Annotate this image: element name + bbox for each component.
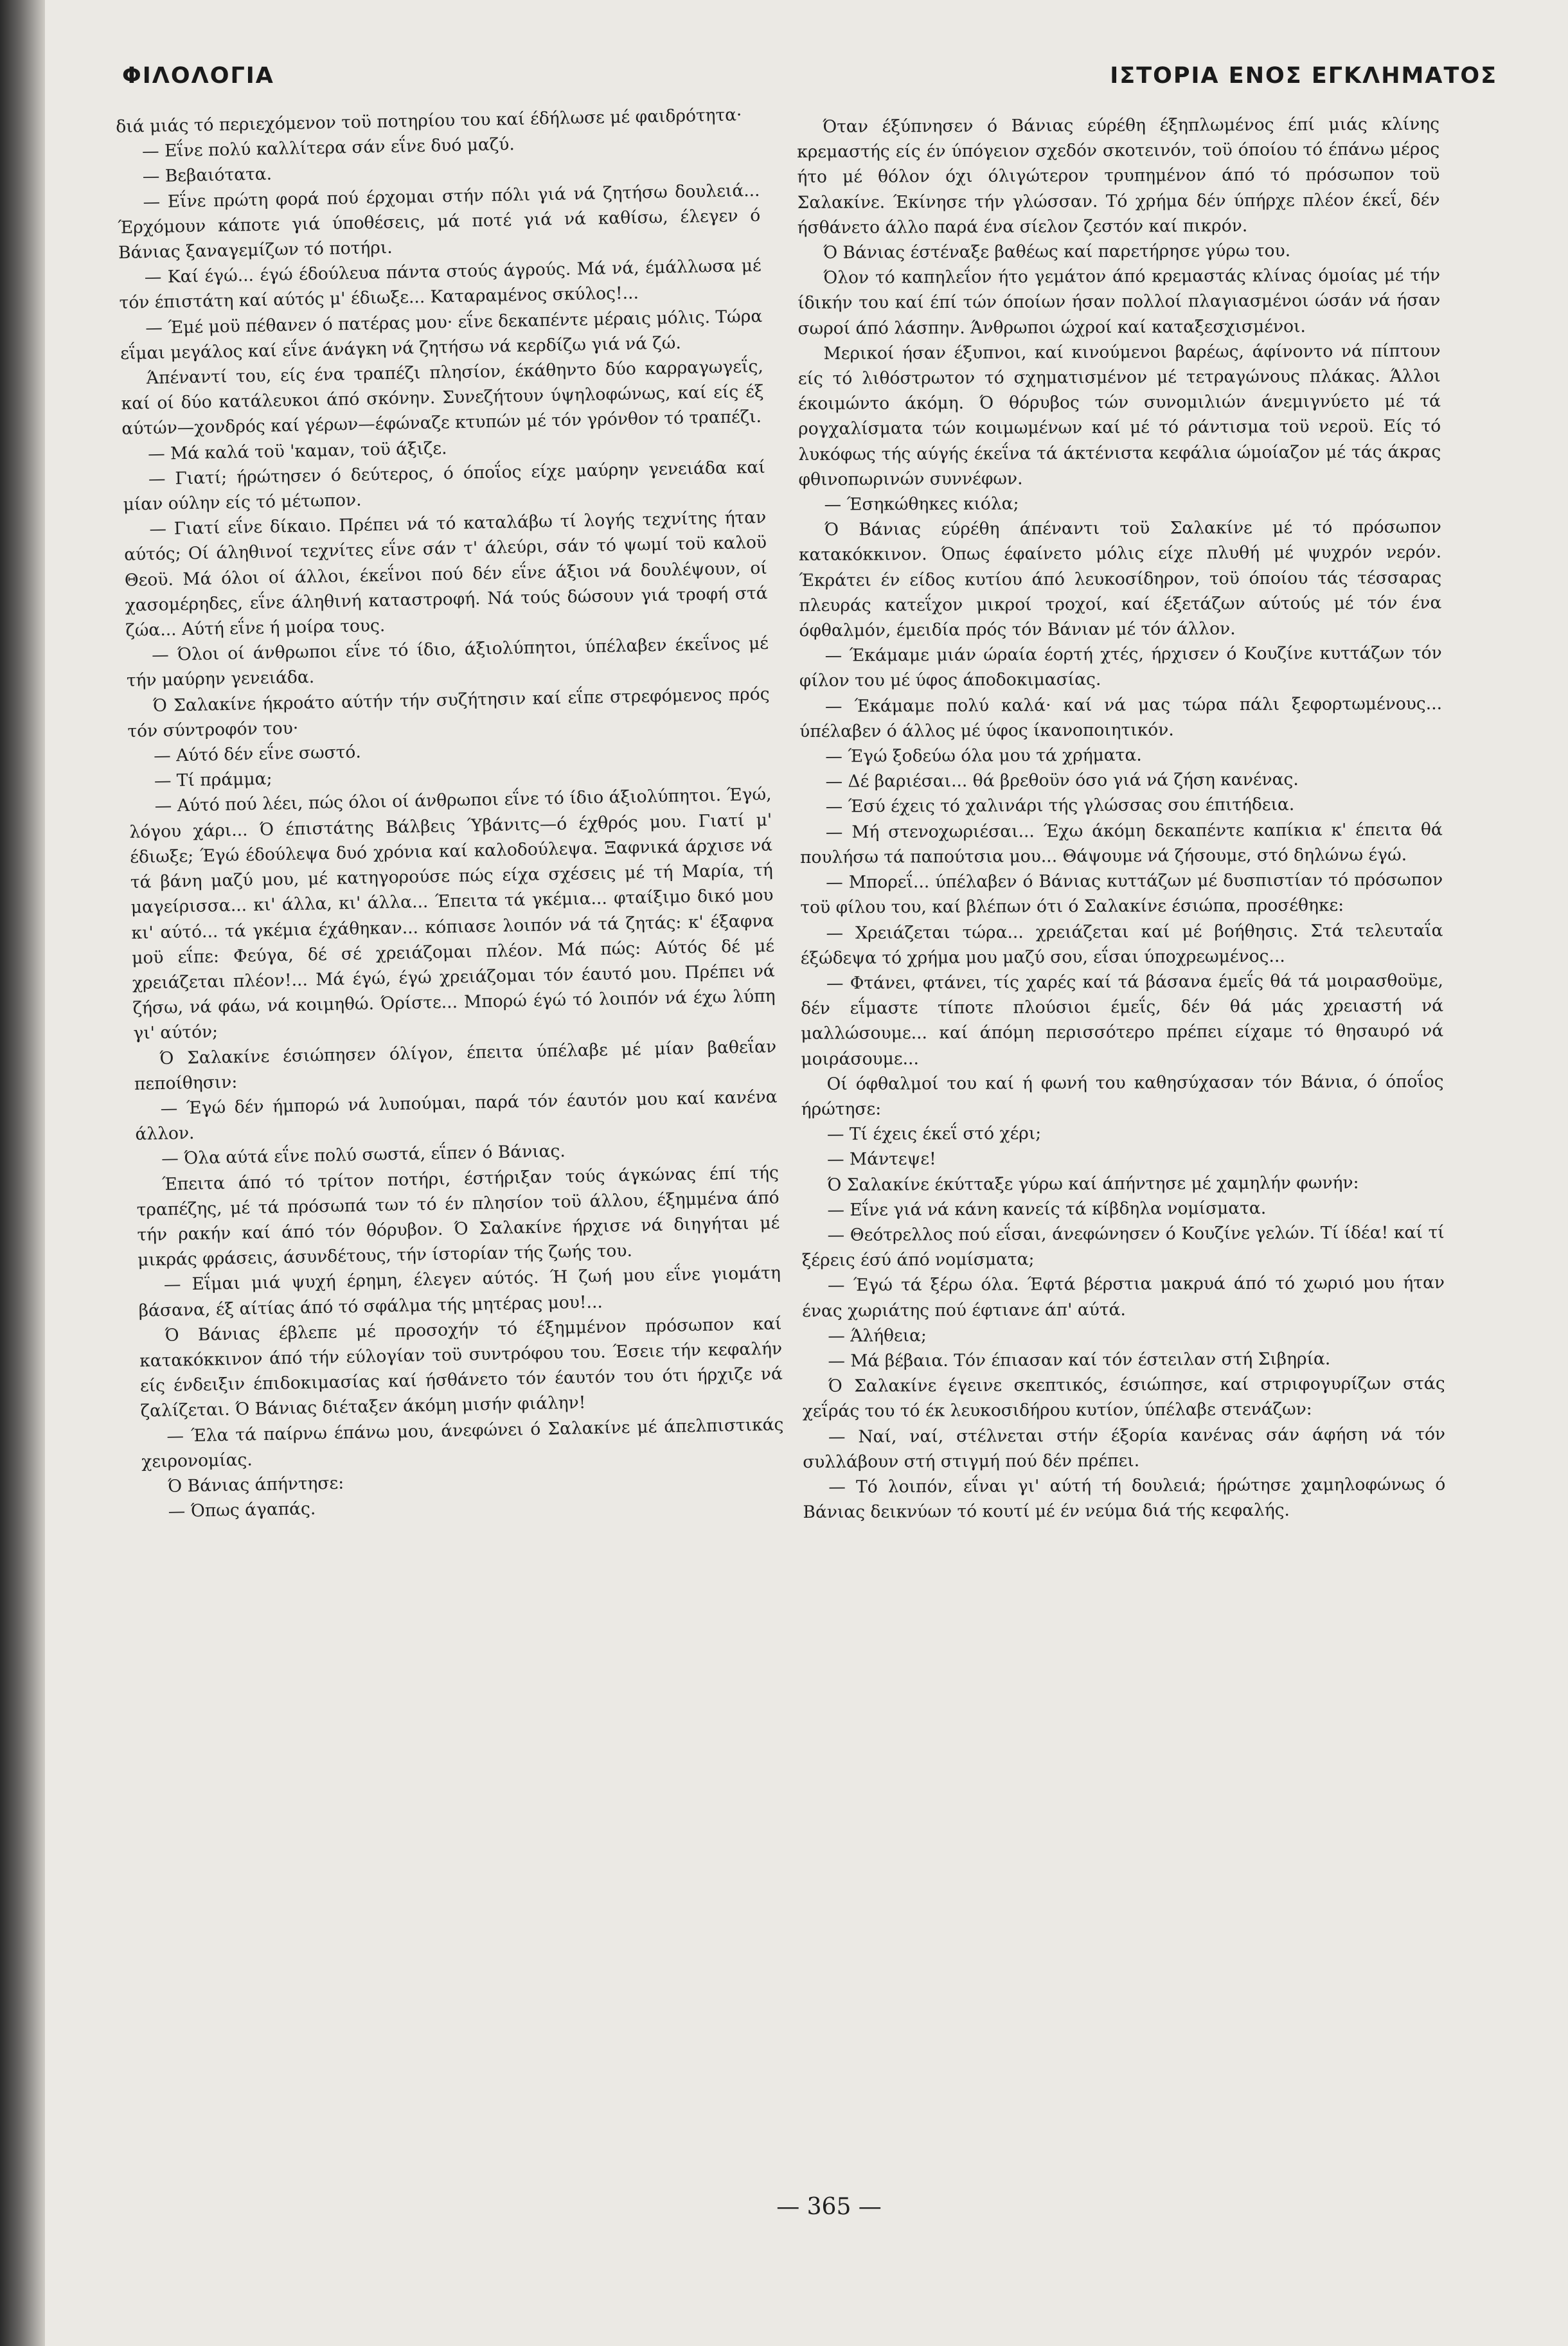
paragraph: — Εΐμαι μιά ψυχή έρημη, έλεγεν αύτός. Ή ζωή μου εΐνε γιομάτη βάσανα, έξ αίτίας άπό τό σφάλμα τής μητέρας μου!... xyxy=(138,1263,781,1321)
paragraph: Ό Βάνιας έστέναξε βαθέως καί παρετήρησε γύρω του. xyxy=(823,240,1291,263)
paragraph: — Αύτό πού λέει, πώς όλοι οί άνθρωποι εΐνε τό ίδιο άξιολύπητοι. Έγώ, λόγου χάρι... Ό έπιστάτης Βάλβεις Ύβάνιτς—ό έχθρός μου. Γιατί μ' έδιωξε; Έγώ έδούλεψα δυό χρόνια καί καλοδούλεψα. Ξαφνικά άρχισε νά τά βάνη μαζύ μου, μέ κατηγορούσε πώς είχα σχέσεις μέ τή Μαρία, τή μαγείρισσα... κι' άλλα, κι' άλλα... Έπειτα τά γκέμια... φταίξιμο δικό μου κι' αύτό... τά γκέμια έχάθηκαν... κόπιασε λοιπόν νά τά ζητάς: κ' έξαφνα μοϋ εΐπε: Φεύγα, δέ σέ χρειάζομαι πλέον. Μά πώς: Αύτός δέ μέ χρειάζεται πλέον!... Μά έγώ, έγώ χρειάζομαι τόν έαυτό μου. Πρέπει νά ζήσω, νά φάω, νά κοιμηθώ. Όρίστε... Μπορώ έγώ τό λοιπόν νά έχω λύπη γι' αύτόν; xyxy=(129,785,776,1044)
paragraph: — Μά βέβαια. Τόν έπιασαν καί τόν έστειλαν στή Σιβηρία. xyxy=(828,1349,1331,1371)
paragraph: — Μάντεψε! xyxy=(827,1149,936,1170)
paragraph: Ό Σαλακίνε έσιώπησεν όλίγον, έπειτα ύπέλαβε μέ μίαν βαθεΐαν πεποίθησιν: xyxy=(134,1036,777,1094)
running-header-left: ΦΙΛΟΛΟΓΙΑ xyxy=(122,63,274,89)
paragraph: — Μπορεΐ... ύπέλαβεν ό Βάνιας κυττάζων μέ δυσπιστίαν τό πρόσωπον τοϋ φίλου του, καί βλέπων ότι ό Σαλακίνε έσιώπα, προσέθηκε: xyxy=(800,869,1443,918)
paragraph: — Μή στενοχωριέσαι... Έχω άκόμη δεκαπέντε καπίκια κ' έπειτα θά πουλήσω τά παπούτσια μου... Θάψουμε νά ζήσουμε, στό δηλώνω έγώ. xyxy=(799,819,1443,867)
paragraph: — Έμέ μοϋ πέθανεν ό πατέρας μου· εΐνε δεκαπέντε μέραις μόλις. Τώρα εΐμαι μεγάλος καί εΐνε άνάγκη νά ζητήσω νά κερδίζω γιά νά ζώ. xyxy=(120,306,763,364)
paragraph: — Όλοι οί άνθρωποι εΐνε τό ίδιο, άξιολύπητοι, ύπέλαβεν έκεΐνος μέ τήν μαύρην γενειάδα. xyxy=(126,633,769,691)
paragraph: Ό Βάνιας άπήντησε: xyxy=(167,1473,344,1497)
paragraph: — Τί πράμμα; xyxy=(154,769,272,792)
paragraph: Μερικοί ήσαν έξυπνοι, καί κινούμενοι βαρέως, άφίνοντο νά πίπτουν είς τό λιθόστρωτον τό σχηματισμένον μέ τετραγώνους πλάκας. Άλλοι έκοιμώντο άκόμη. Ό θόρυβος τών συνομιλιών άνεμιγνύετο μέ τά ρογχαλίσματα τών κοιμωμένων καί μέ τό ράντισμα τοϋ νεροϋ. Είς τό λυκόφως τής αύγής έκεΐνα τά άκτένιστα κεφάλια ώμοίαζον μέ τάς άκρας φθινοπωρινών συννέφων. xyxy=(797,341,1441,490)
page-number: — 365 — xyxy=(776,2194,882,2220)
paragraph: — Χρειάζεται τώρα... χρειάζεται καί μέ βοήθησις. Στά τελευταΐα έξώδεψα τό χρήμα μου μαζύ σου, εΐσαι ύποχρεωμένος... xyxy=(800,920,1443,968)
paragraph: — Μά καλά τοϋ 'καμαν, τοϋ άξιζε. xyxy=(147,438,447,464)
right-text-column xyxy=(797,112,1448,2158)
paragraph: Άπέναντί του, είς ένα τραπέζι πλησίον, έκάθηντο δύο καρραγωγεΐς, καί οί δύο κατάλευκοι άπό σκόνην. Συνεζήτουν ύψηλοφώνως, καί είς έξ αύτών—χονδρός καί γέρων—έφώναζε κτυπών μέ τόν γρόνθον τό τραπέζι. xyxy=(121,356,764,440)
paragraph: — Καί έγώ... έγώ έδούλευα πάντα στούς άγρούς. Μά νά, έμάλλωσα μέ τόν έπιστάτη καί αύτός μ' έδιωξε... Καταραμένος σκύλος!... xyxy=(119,255,762,314)
book-spine-shadow xyxy=(0,0,45,2346)
paragraph: — Εΐνε γιά νά κάνη κανείς τά κίβδηλα νομίσματα. xyxy=(827,1198,1267,1220)
paragraph: Ό Βάνιας εύρέθη άπέναντι τοϋ Σαλακίνε μέ τό πρόσωπον κατακόκκινον. Όπως έφαίνετο μόλις είχε πλυθή μέ ψυχρόν νερόν. Έκράτει έν είδος κυτίου άπό λευκοσίδηρον, τοϋ όποίου τάς τέσσαρας πλευράς κατεΐχον μικροί τροχοί, καί έξετάζων αύτούς μέ τόν ένα όφθαλμόν, έμειδία πρός τόν Βάνιαν μέ τόν άλλον. xyxy=(798,517,1442,641)
paragraph: — Έσηκώθηκες κιόλα; xyxy=(824,493,1019,515)
paragraph: Οί όφθαλμοί του καί ή φωνή του καθησύχασαν τόν Βάνια, ό όποΐος ήρώτησε: xyxy=(801,1071,1444,1119)
paragraph: — Έγώ ξοδεύω όλα μου τά χρήματα. xyxy=(825,745,1142,767)
paragraph: Ό Σαλακίνε έκύτταξε γύρω καί άπήντησε μέ χαμηλήν φωνήν: xyxy=(827,1172,1359,1195)
paragraph: — Όπως άγαπάς. xyxy=(168,1498,316,1522)
paragraph: — Έκάμαμε πολύ καλά· καί νά μας τώρα πάλι ξεφορτωμένους... ύπέλαβεν ό άλλος μέ ύφος ίκανοποιητικόν. xyxy=(799,693,1443,742)
paragraph: — Γιατί εΐνε δίκαιο. Πρέπει νά τό καταλάβω τί λογής τεχνίτης ήταν αύτός; Οί άληθινοί τεχνίτες εΐνε σάν τ' άλεύρι, σάν τό ψωμί τοϋ καλοϋ Θεοϋ. Μά όλοι οί άλλοι, έκεΐνοι πού δέν εΐνε άξιοι νά δουλέψουν, οί χασομέρηδες, εΐνε άληθινή καταστροφή. Νά τούς δώσουν γιά τροφή στά ζώα... Αύτή εΐνε ή μοίρα τους. xyxy=(123,507,768,641)
paragraph: — Άλήθεια; xyxy=(828,1325,927,1346)
paragraph: Όλον τό καπηλεΐον ήτο γεμάτον άπό κρεμαστάς κλίνας όμοίας μέ τήν ίδικήν του καί έπί τών όποίων ήσαν πολλοί πλαγιασμένοι ώσάν νά ήσαν σωροί άπό λάσπην. Άνθρωποι ώχροί καί καταξεσχισμένοι. xyxy=(797,265,1441,339)
paragraph: — Εΐνε πρώτη φορά πού έρχομαι στήν πόλι γιά νά ζητήσω δουλειά... Έρχόμουν κάποτε γιά ύποθέσεις, μά ποτέ γιά νά καθίσω, έλεγεν ό Βάνιας ξαναγεμίζων τό ποτήρι. xyxy=(118,180,761,263)
paragraph: Ό Σαλακίνε ήκροάτο αύτήν τήν συζήτησιν καί εΐπε στρεφόμενος πρός τόν σύντροφόν του· xyxy=(127,684,770,742)
paragraph: — Τό λοιπόν, εΐναι γι' αύτή τή δουλειά; ήρώτησε χαμηλοφώνως ό Βάνιας δεικνύων τό κουτί μέ έν νεύμα διά τής κεφαλής. xyxy=(803,1474,1446,1523)
running-header-right: ΙΣΤΟΡΙΑ ΕΝΟΣ ΕΓΚΛΗΜΑΤΟΣ xyxy=(1110,63,1497,89)
paragraph: — Βεβαιότατα. xyxy=(142,164,272,187)
left-text-column xyxy=(116,102,797,2158)
paragraph: — Έσύ έχεις τό χαλινάρι τής γλώσσας σου έπιτήδεια. xyxy=(825,795,1295,817)
paragraph: — Έγώ τά ξέρω όλα. Έφτά βέρστια μακρυά άπό τό χωριό μου ήταν ένας χωριάτης πού έφτιανε άπ' αύτά. xyxy=(802,1272,1445,1321)
paragraph: — Φτάνει, φτάνει, τίς χαρές καί τά βάσανα έμεΐς θά τά μοιρασθοϋμε, δέν εΐμαστε τίποτε πλούσιοι έμεΐς, δέν θά μάς χρειαστή νά μαλλώσουμε... καί άπόμη περισσότερο πρέπει είχαμε τό θησαυρό νά μοιράσουμε... xyxy=(801,970,1444,1069)
paragraph: — Τί έχεις έκεΐ στό χέρι; xyxy=(826,1123,1042,1144)
paragraph: διά μιάς τό περιεχόμενον τοϋ ποτηρίου του καί έδήλωσε μέ φαιδρότητα· xyxy=(116,105,742,137)
paragraph: — Θεότρελλος πού εΐσαι, άνεφώνησεν ό Κουζίνε γελών. Τί ίδέα! καί τί ξέρεις έσύ άπό νομίσματα; xyxy=(801,1222,1445,1271)
paragraph: — Έκάμαμε μιάν ώραία έορτή χτές, ήρχισεν ό Κουζίνε κυττάζων τόν φίλον του μέ ύφος άποδοκιμασίας. xyxy=(799,643,1442,691)
paragraph: — Γιατί; ήρώτησεν ό δεύτερος, ό όποΐος είχε μαύρην γενειάδα καί μίαν ούλην είς τό μέτωπον. xyxy=(123,457,766,515)
paragraph: — Ναί, ναί, στέλνεται στήν έξορία κανένας σάν άφήση νά τόν συλλάβουν στή στιγμή πού δέν πρέπει. xyxy=(803,1424,1446,1472)
paragraph: — Εΐνε πολύ καλλίτερα σάν εΐνε δυό μαζύ. xyxy=(141,134,515,162)
paragraph: Όταν έξύπνησεν ό Βάνιας εύρέθη έξηπλωμένος έπί μιάς κλίνης κρεμαστής είς έν ύπόγειον σχεδόν σκοτεινόν, τοϋ όποίου τό έπάνω μέρος ήτο μέ θόλον όχι όλιγώτερον τρυπημένον άπό τό πρόσωπον τοϋ Σαλακίνε. Έκίνησε τήν γλώσσαν. Τό χρήμα δέν ύπήρχε πλέον έκεΐ, δέν ήσθάνετο άλλο παρά ένα σίελον ζεστόν καί πικρόν. xyxy=(797,114,1440,238)
paragraph: — Αύτό δέν εΐνε σωστό. xyxy=(153,742,362,767)
paragraph: — Έλα τά παίρνω έπάνω μου, άνεφώνει ό Σαλακίνε μέ άπελπιστικάς χειρονομίας. xyxy=(141,1414,784,1472)
paragraph: Ό Βάνιας έβλεπε μέ προσοχήν τό έξημμένον πρόσωπον καί κατακόκκινον άπό τήν εύλογίαν τοϋ συντρόφου του. Έσειε τήν κεφαλήν είς ένδειξιν έπιδοκιμασίας καί ήσθάνετο τόν έαυτόν του ότι ήρχιζε νά ζαλίζεται. Ό Βάνιας διέταξεν άκόμη μισήν φιάλην! xyxy=(139,1313,783,1421)
paragraph: Ό Σαλακίνε έγεινε σκεπτικός, έσιώπησε, καί στριφογυρίζων στάς χεΐράς του τό έκ λευκοσιδήρου κυτίον, ύπέλαβε στενάζων: xyxy=(802,1373,1445,1422)
paragraph: Έπειτα άπό τό τρίτον ποτήρι, έστήριξαν τούς άγκώνας έπί τής τραπέζης, μέ τά πρόσωπά των τό έν πλησίον τοϋ άλλου, έξημμένα άπό τήν ρακήν καί άπό τόν θόρυβον. Ό Σαλακίνε ήρχισε νά διηγήται μέ μικράς φράσεις, άσυνδέτους, τήν ίστορίαν τής ζωής του. xyxy=(136,1162,780,1270)
paragraph: — Όλα αύτά εΐνε πολύ σωστά, εΐπεν ό Βάνιας. xyxy=(161,1141,566,1169)
paragraph: — Έγώ δέν ήμπορώ νά λυπούμαι, παρά τόν έαυτόν μου καί κανένα άλλον. xyxy=(135,1087,778,1144)
paragraph: — Δέ βαριέσαι... θά βρεθοϋν όσο γιά νά ζήση κανένας. xyxy=(825,769,1299,792)
